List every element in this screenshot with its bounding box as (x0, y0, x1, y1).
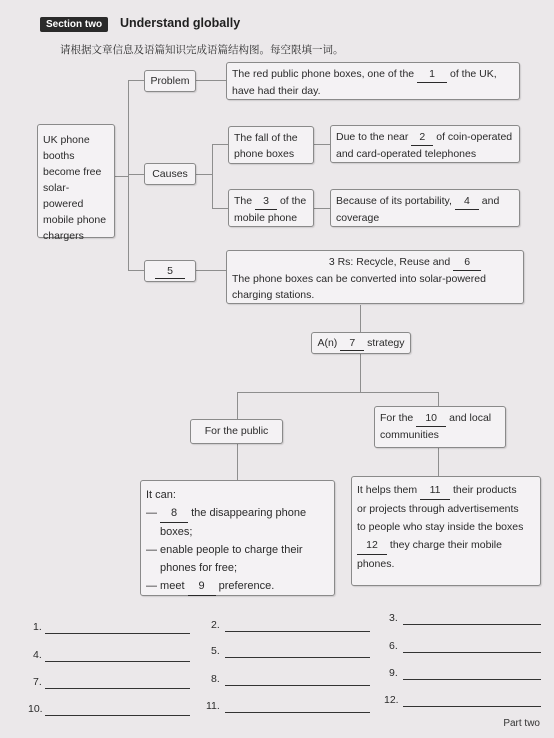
the-c: mobile phone (234, 212, 298, 224)
causes-label: Causes (152, 168, 188, 180)
ten-down (438, 448, 439, 476)
it-helps-3: to people who stay inside the boxes (357, 521, 524, 533)
answer-1-line[interactable] (45, 633, 190, 634)
five-connector (128, 270, 144, 271)
five-to-text (196, 270, 226, 271)
answer-10-line[interactable] (45, 715, 190, 716)
fall-b: phone boxes (234, 148, 295, 160)
answer-8-line[interactable] (225, 685, 370, 686)
rs-a: 3 Rs: Recycle, Reuse and (328, 256, 451, 268)
main-line-5: mobile phone (43, 214, 107, 226)
strategy-split (237, 392, 438, 393)
it-helps-4b: they charge their mobile (389, 539, 502, 551)
answer-11-line[interactable] (225, 712, 370, 713)
it-can-line5: phones for free; (160, 562, 238, 574)
fall-box (228, 126, 314, 164)
page-footer-part: Part two (503, 718, 540, 729)
problem-label-box (144, 70, 196, 92)
answer-6-line[interactable] (403, 652, 541, 653)
causes-to-branch (196, 174, 212, 175)
blank-3: 3 (255, 193, 277, 210)
blank-12: 12 (357, 536, 387, 555)
blank-6: 6 (453, 254, 481, 271)
answer-12[interactable] (384, 694, 399, 706)
answer-7[interactable] (33, 676, 42, 688)
it-helps-1b: their products (452, 484, 517, 496)
trunk-line (128, 80, 129, 270)
causes-connector (128, 174, 144, 175)
answer-2-num: 2. (211, 619, 220, 631)
to-ten (438, 392, 439, 406)
because-box (330, 189, 520, 227)
causes-label-box (144, 163, 196, 185)
answer-4-line[interactable] (45, 661, 190, 662)
due-a: Due to the near (336, 131, 409, 143)
answer-7-num: 7. (33, 676, 42, 688)
due-c: and card-operated telephones (336, 148, 477, 160)
blank-9: 9 (188, 577, 216, 596)
answer-7-line[interactable] (45, 688, 190, 689)
answer-1-num: 1. (33, 621, 42, 633)
rs-c: charging stations. (232, 289, 315, 301)
branch-the (212, 208, 228, 209)
problem-to-text (196, 80, 226, 81)
instruction-text: 请根据文章信息及语篇知识完成语篇结构图。每空限填一词。 (60, 44, 344, 56)
answer-8[interactable] (211, 673, 220, 685)
strategy-box (311, 332, 411, 354)
the-b: of the (279, 195, 307, 207)
blank-2: 2 (411, 129, 433, 146)
problem-text-a: The red public phone boxes, one of the (232, 68, 415, 80)
answer-3-line[interactable] (403, 624, 541, 625)
public-down (237, 444, 238, 480)
the-box (228, 189, 314, 227)
five-to-strategy (360, 305, 361, 332)
answer-4-num: 4. (33, 649, 42, 661)
answer-9-num: 9. (389, 667, 398, 679)
answer-10-num: 10. (28, 703, 43, 715)
answer-10[interactable] (28, 703, 43, 715)
strategy-a: A(n) (317, 337, 338, 349)
answer-12-line[interactable] (403, 706, 541, 707)
it-can-line2b: the disappearing phone (191, 507, 307, 519)
answer-4[interactable] (33, 649, 42, 661)
answer-6-num: 6. (389, 640, 398, 652)
problem-text-b: of the UK, (449, 68, 497, 80)
blank-11: 11 (420, 481, 450, 500)
it-helps-1a: It helps them (357, 484, 418, 496)
for-ten-a: For the (380, 412, 414, 424)
because-a: Because of its portability, (336, 195, 452, 207)
for-ten-b: and local (449, 412, 492, 424)
the-a: The (234, 195, 253, 207)
for-public-box (190, 419, 283, 444)
it-can-line6b: preference. (218, 580, 275, 592)
answer-3-num: 3. (389, 612, 398, 624)
answer-8-num: 8. (211, 673, 220, 685)
answer-9-line[interactable] (403, 679, 541, 680)
answer-5-num: 5. (211, 645, 220, 657)
main-line-3: become free (43, 166, 102, 178)
to-public (237, 392, 238, 419)
three-rs-box (226, 250, 524, 304)
it-can-line3: boxes; (160, 526, 193, 538)
blank-4: 4 (455, 193, 479, 210)
main-topic-box (37, 124, 115, 242)
blank-10: 10 (416, 410, 446, 427)
fall-a: The fall of the (234, 132, 298, 144)
answer-5-line[interactable] (225, 657, 370, 658)
main-line-4: solar-powered (43, 182, 84, 210)
because-c: coverage (336, 212, 380, 224)
for-ten-box (374, 406, 506, 448)
problem-label: Problem (150, 75, 190, 87)
five-label-box (144, 260, 196, 282)
it-can-box (140, 480, 335, 596)
due-b: of coin-operated (436, 131, 513, 143)
it-helps-box (351, 476, 541, 586)
causes-branch (212, 144, 213, 208)
it-can-line4: — enable people to charge their (146, 544, 303, 556)
it-helps-2: or projects through advertisements (357, 503, 519, 515)
problem-text-box (226, 62, 520, 100)
main-line-1: UK phone (43, 134, 90, 146)
strategy-down (360, 354, 361, 392)
answer-9[interactable] (389, 667, 398, 679)
main-line-6: chargers (43, 230, 84, 242)
answer-6[interactable] (389, 640, 398, 652)
problem-connector (128, 80, 144, 81)
main-line-2: booths (43, 150, 75, 162)
it-can-dash: — (146, 507, 157, 519)
answer-11-num: 11. (206, 700, 220, 712)
answer-5[interactable] (211, 645, 220, 657)
answer-12-num: 12. (384, 694, 399, 706)
blank-7: 7 (340, 336, 364, 351)
rs-b: The phone boxes can be converted into solar-powered (232, 273, 486, 285)
for-ten-c: communities (380, 429, 439, 441)
the-to-because (314, 208, 330, 209)
due-box (330, 125, 520, 163)
answer-2-line[interactable] (225, 631, 370, 632)
section-title: Understand globally (120, 16, 241, 30)
section-badge: Section two (40, 17, 108, 32)
blank-1: 1 (417, 66, 447, 83)
it-can-line1: It can: (146, 489, 176, 501)
answer-3[interactable] (389, 612, 398, 624)
problem-text-c: have had their day. (232, 85, 321, 97)
it-can-line6a: — meet (146, 580, 185, 592)
strategy-b: strategy (367, 337, 405, 349)
blank-8: 8 (160, 504, 188, 523)
it-helps-5: phones. (357, 558, 395, 570)
because-b: and (481, 195, 500, 207)
fall-to-due (314, 144, 330, 145)
main-connector (115, 176, 128, 177)
answer-2[interactable] (211, 619, 220, 631)
blank-5: 5 (155, 264, 185, 279)
for-public-label: For the public (204, 425, 269, 437)
branch-fall (212, 144, 228, 145)
answer-1[interactable] (33, 621, 42, 633)
answer-11[interactable] (206, 700, 220, 712)
